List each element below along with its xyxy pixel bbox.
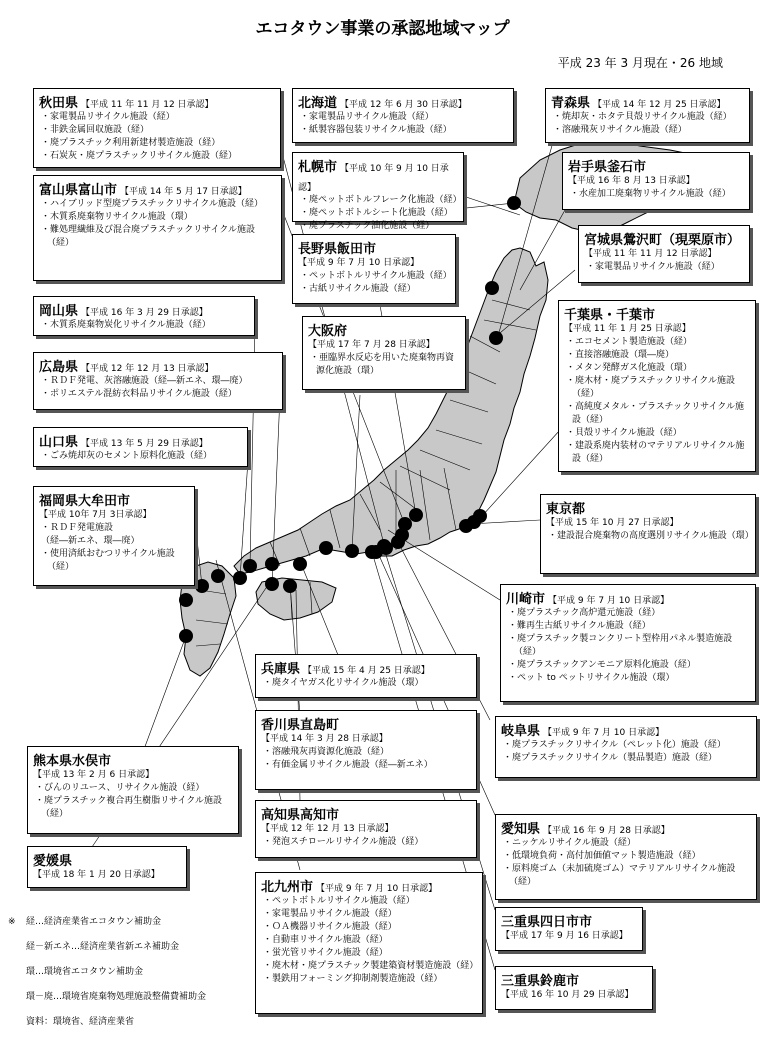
region-yokkaichi	[495, 907, 643, 951]
facility-item: ・廃プラスチック利用新建材製造施設（経）	[41, 138, 221, 148]
area-marker	[319, 541, 333, 555]
facility-item: ・難処理繊維及び混合廃プラスチックリサイクル施設（経）	[41, 225, 256, 248]
approval-date: 【平成 9 年 7 月 10 日承認】	[543, 728, 665, 738]
approval-date: 【平成 16 年 3 月 29 日承認】	[81, 308, 208, 318]
approval-date: 【平成 12 年 12 月 13 日承認】	[81, 364, 214, 374]
facility-item: ・亜臨界水反応を用いた廃棄物再資源化施設（環）	[310, 353, 455, 376]
region-okayama	[33, 296, 255, 336]
approval-date: 【平成 11 年 11 月 12 日承認】	[584, 249, 717, 259]
facility-item: ・ＯＡ機器リサイクル施設（経）	[263, 922, 397, 932]
facility-item: ・溶融飛灰リサイクル施設（経）	[553, 125, 687, 135]
facility-item: ・ＲＤＦ発電施設	[41, 523, 114, 533]
facility-item: ・メタン発酵ガス化施設（環）	[566, 363, 693, 373]
approval-date: 【平成 11 年 11 月 12 日承認】	[81, 100, 214, 110]
region-kochi	[255, 800, 477, 858]
region-gifu	[495, 716, 757, 778]
facility-item: ・ＲＤＦ発電、灰溶融施設（経―新エネ、環―廃）	[41, 376, 248, 386]
facility-item: ・発泡スチロールリサイクル施設（経）	[263, 837, 424, 847]
region-kitakyushu	[255, 872, 483, 1014]
facility-item: ・直接溶融施設（環―廃）	[566, 350, 675, 360]
region-name: 高知県高知市	[261, 808, 340, 823]
facility-item: ・ニッケルリサイクル施設（経）	[503, 838, 636, 848]
note-line: 経…経済産業省エコタウン補助金	[26, 917, 162, 927]
region-name: 大阪府	[308, 324, 348, 339]
approval-date: 【平成 17 年 7 月 28 日承認】	[308, 340, 435, 350]
approval-date: 【平成 18 年 1 月 20 日承認】	[33, 870, 160, 880]
area-marker	[283, 579, 297, 593]
approval-date: 【平成 16 年 8 月 13 日承認】	[568, 176, 695, 186]
facility-item: ・廃プラスチック高炉還元施設（経）	[508, 608, 661, 618]
area-marker	[179, 629, 193, 643]
region-name: 青森県	[551, 96, 591, 111]
area-marker	[485, 281, 499, 295]
approval-date: 【平成 16 年 9 月 28 日承認】	[543, 826, 670, 836]
facility-item: ・貝殻リサイクル施設（経）	[566, 428, 682, 438]
region-name: 山口県	[39, 435, 79, 450]
region-name: 岐阜県	[501, 724, 541, 739]
approval-date: 【平成 9 年 7 月 10 日承認】	[548, 596, 670, 606]
region-tokyo	[540, 494, 756, 574]
region-toyama	[33, 175, 282, 281]
area-marker	[345, 544, 359, 558]
region-chiba	[558, 300, 756, 472]
region-hokkaido	[292, 88, 514, 143]
region-name: 熊本県水俣市	[33, 754, 112, 769]
facility-item: ・建設混合廃棄物の高度選別リサイクル施設（環）	[548, 531, 754, 541]
facility-item: ・ポリエステル混紡衣料品リサイクル施設（経）	[41, 389, 237, 399]
area-marker	[395, 528, 409, 542]
area-marker	[265, 577, 279, 591]
facility-item: ・家電製品リサイクル施設（経）	[300, 112, 434, 122]
note-line: 環…環境省エコタウン補助金	[26, 967, 144, 977]
facility-item: ・廃木材・廃プラスチック製建築資材製造施設（経）	[263, 961, 479, 971]
region-kawasaki	[500, 584, 756, 702]
area-marker	[265, 557, 279, 571]
facility-item: ・びんのリユース、リサイクル施設（経）	[35, 783, 205, 793]
approval-date: 【平成 14 年 5 月 17 日承認】	[120, 187, 247, 197]
region-hiroshima	[33, 352, 283, 410]
region-omuta	[33, 486, 195, 586]
facility-item: ・家電製品リサイクル施設（経）	[586, 262, 720, 272]
legend-notes	[8, 910, 206, 1035]
area-marker	[489, 331, 503, 345]
facility-item: ・廃ペットボトルフレーク化施設（経）	[300, 195, 462, 205]
region-yamaguchi	[33, 427, 248, 467]
area-marker	[195, 579, 209, 593]
region-name: 札幌市	[298, 160, 338, 175]
area-marker	[233, 571, 247, 585]
region-name: 三重県鈴鹿市	[501, 974, 580, 989]
facility-item: ・廃プラスチックリサイクル（製品製造）施設（経）	[503, 753, 718, 763]
region-akita	[33, 88, 281, 168]
approval-date: 【平成 9 年 7 月 10 日承認】	[298, 258, 420, 268]
area-marker	[211, 569, 225, 583]
region-ehime	[27, 846, 187, 888]
area-marker	[409, 508, 423, 522]
region-name: 北九州市	[261, 880, 314, 895]
region-name: 兵庫県	[261, 662, 301, 677]
facility-item: ・難再生古紙リサイクル施設（経）	[508, 621, 651, 631]
facility-item: ・廃プラスチック油化施設（経）	[300, 221, 435, 231]
facility-item: ・廃木材・廃プラスチックリサイクル施設（経）	[566, 376, 736, 399]
note-mark: ※	[8, 917, 16, 927]
approval-date: 【平成 17 年 9 月 16 日承認】	[501, 931, 628, 941]
approval-date: 【平成 11 年 1 月 25 日承認】	[564, 324, 691, 334]
facility-item: ・有価金属リサイクル施設（経―新エネ）	[263, 760, 433, 770]
area-marker	[243, 559, 257, 573]
region-name: 川崎市	[506, 592, 546, 607]
approval-date: 【平成 10 年 9 月 10 日承認】	[298, 164, 449, 193]
facility-item: ・木質系廃棄物炭化リサイクル施設（経）	[41, 320, 211, 330]
approval-date: 【平成 12 年 6 月 30 日承認】	[340, 100, 467, 110]
page-title: エコタウン事業の承認地域マップ	[255, 19, 510, 39]
region-name: 香川県直島町	[261, 718, 340, 733]
facility-item: ・溶融飛灰再資源化施設（経）	[263, 747, 390, 757]
region-aomori	[545, 88, 750, 143]
note-line: 経－新エネ…経済産業省新エネ補助金	[26, 942, 180, 952]
facility-item: ・廃プラスチック製コンクリート型枠用パネル製造施設（経）	[508, 634, 733, 657]
facility-item: ・焼却灰・ホタテ貝殻リサイクル施設（経）	[553, 112, 732, 122]
approval-date: 【平成 13 年 2 月 6 日承認】	[33, 770, 155, 780]
approval-date: 【平成 10年 7月 3日承認】	[39, 510, 152, 520]
facility-item: ・ペットボトルリサイクル施設（経）	[263, 896, 415, 906]
region-name: 北海道	[298, 96, 338, 111]
region-name: 長野県飯田市	[298, 242, 377, 257]
facility-item: ・木質系廃棄物リサイクル施設（環）	[41, 212, 193, 222]
region-naoshima	[255, 710, 477, 790]
facility-item: ・紙製容器包装リサイクル施設（経）	[300, 125, 452, 135]
region-name: 富山県富山市	[39, 183, 118, 198]
facility-item: ・使用済紙おむつリサイクル施設（経）	[41, 549, 175, 572]
approval-date: 【平成 13 年 5 月 29 日承認】	[81, 439, 208, 449]
facility-item: ・水産加工廃棄物リサイクル施設（経）	[570, 189, 731, 199]
region-name: 愛媛県	[33, 854, 73, 869]
facility-item: ・ペット to ペットリサイクル施設（環）	[508, 673, 675, 683]
facility-item: ・廃プラスチックリサイクル（ペレット化）施設（経）	[503, 740, 726, 750]
approval-date: 【平成 9 年 7 月 10 日承認】	[316, 884, 438, 894]
facility-item: ・自動車リサイクル施設（経）	[263, 935, 388, 945]
region-name: 秋田県	[39, 96, 79, 111]
facility-item: ・建設系廃内装材のマテリアルリサイクル施設（経）	[566, 441, 745, 464]
approval-date: 【平成 15 年 10 月 27 日承認】	[546, 518, 679, 528]
facility-item: ・廃プラスチックアンモニア原料化施設（経）	[508, 660, 696, 670]
approval-date: 【平成 15 年 4 月 25 日承認】	[303, 666, 430, 676]
region-suzuka	[495, 966, 653, 1010]
facility-item: ・原料廃ゴム（未加硫廃ゴム）マテリアルリサイクル施設（経）	[503, 864, 736, 887]
region-name: 千葉県・千葉市	[564, 308, 656, 323]
note-line: 環－廃…環境省廃棄物処理施設整備費補助金	[26, 992, 207, 1002]
page-subtitle: 平成 23 年 3 月現在・26 地域	[557, 56, 723, 70]
region-hyogo	[255, 654, 477, 698]
region-uguisuzawa	[578, 225, 750, 283]
region-name: 広島県	[39, 360, 79, 375]
region-name: 三重県四日市市	[501, 915, 593, 930]
region-name: 福岡県大牟田市	[39, 494, 131, 509]
facility-item: ・蛍光管リサイクル施設（経）	[263, 948, 388, 958]
facility-item: （経―新エネ、環―廃）	[41, 536, 140, 546]
facility-item: ・ごみ焼却灰のセメント原料化施設（経）	[41, 451, 213, 461]
area-marker	[293, 557, 307, 571]
region-name: 岩手県釜石市	[568, 160, 647, 175]
region-aichi	[495, 814, 757, 900]
facility-item: ・高純度メタル・プラスチックリサイクル施設（経）	[566, 402, 745, 425]
facility-item: ・廃タイヤガス化リサイクル施設（環）	[263, 678, 424, 688]
region-name: 愛知県	[501, 822, 541, 837]
region-name: 宮城県鶯沢町（現栗原市）	[584, 233, 741, 248]
region-kamaishi	[562, 152, 750, 210]
region-name: 東京都	[546, 502, 586, 517]
region-osaka	[302, 316, 466, 390]
facility-item: ・廃プラスチック複合再生樹脂リサイクル施設（経）	[35, 796, 223, 819]
region-minamata	[27, 746, 239, 834]
approval-date: 【平成 14 年 3 月 28 日承認】	[261, 734, 388, 744]
facility-item: ・家電製品リサイクル施設（経）	[41, 112, 175, 122]
area-marker	[179, 593, 193, 607]
facility-item: ・廃ペットボトルシート化施設（経）	[300, 208, 453, 218]
facility-item: ・低環境負荷・高付加価値マット製造施設（経）	[503, 851, 701, 861]
facility-item: ・石炭灰・廃プラスチックリサイクル施設（経）	[41, 151, 238, 161]
approval-date: 【平成 14 年 12 月 25 日承認】	[593, 100, 726, 110]
area-marker	[507, 196, 521, 210]
region-sapporo	[292, 152, 464, 231]
area-marker	[467, 515, 481, 529]
facility-item: ・製鉄用フォーミング抑制剤製造施設（経）	[263, 974, 443, 984]
facility-item: ・非鉄金属回収施設（経）	[41, 125, 150, 135]
facility-item: ・エコセメント製造施設（経）	[566, 337, 693, 347]
area-marker	[365, 545, 379, 559]
area-marker	[377, 539, 391, 553]
facility-item: ・家電製品リサイクル施設（経）	[263, 909, 397, 919]
approval-date: 【平成 16 年 10 月 29 日承認】	[501, 990, 634, 1000]
region-name: 岡山県	[39, 304, 79, 319]
region-iida	[292, 234, 456, 304]
source-note: 資料：環境省、経済産業省	[26, 1017, 135, 1027]
facility-item: ・ペットボトルリサイクル施設（経）	[300, 271, 452, 281]
facility-item: ・古紙リサイクル施設（経）	[300, 284, 416, 294]
facility-item: ・ハイブリッド型廃プラスチックリサイクル施設（経）	[41, 199, 264, 209]
approval-date: 【平成 12 年 12 月 13 日承認】	[261, 824, 394, 834]
